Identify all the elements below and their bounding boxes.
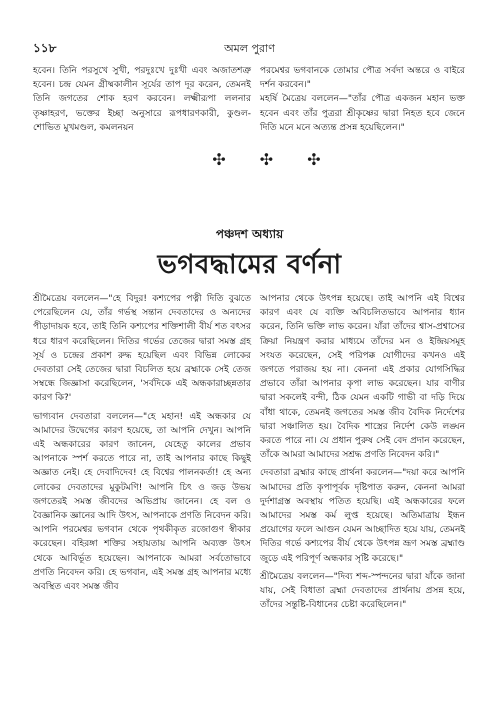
paragraph: পরমেশ্বর ভগবানকে তোমার পৌত্র সর্বদা অন্তরে ও বাইরে দর্শন করবেন।" [260, 66, 465, 91]
body-left-column [33, 292, 251, 594]
paragraph: হবেন। তিনি পরসুখে সুখী, পরদুঃখে দুঃখী এবং অজাতশত্রু হবেন। চন্দ্র যেমন গ্রীষ্মকালীন সূর্যের তাপ দূর করেন, তেমনই তিনি জগতের শোক হরণ করবেন। লক্ষ্মীরূপা ললনার তৃষ্ণাহরণ, ভক্তের ইচ্ছা অনুসারে রূপধারণকারী, কুণ্ডল-শোভিত মুখমণ্ডল, কমলনয়ন [33, 66, 251, 133]
top-right-column [260, 64, 465, 135]
ornament-divider: ✣✣✣ [212, 150, 355, 169]
top-left-column [33, 64, 251, 135]
paragraph: আপনার থেকে উৎপন্ন হয়েছে। তাই আপনি এই বিশ্বের কারণ এবং যে ব্যক্তি অবিচলিতভাবে আপনার ধ্যান করেন, তিনি ভক্তি লাভ করেন। যাঁরা তাঁদের শ্বাস-প্রশ্বাসের ক্রিয়া নিয়ন্ত্রণ করার মাধ্যমে তাঁদের মন ও ইন্দ্রিয়সমূহ সংযত করেছেন, সেই পরিপক্ক যোগীদের কখনও এই জগতে পরাজয় হয় না। কেননা এই প্রকার যোগসিদ্ধির প্রভাবে তাঁরা আপনার কৃপা লাভ করেছেন। যার বাণীর দ্বারা সকলেই বন্দী, ঠিক যেমন একটি গাভী বা দড়ি দিয়ে বাঁধা থাকে, তেমনই জগতের সমস্ত জীব বৈদিক নির্দেশের দ্বারা সঞ্চালিত হয়। বৈদিক শাস্ত্রের নির্দেশ কেউ লঙ্ঘন করতে পারে না। যে প্রধান পুরুষ সেই বেদ প্রদান করেছেন, তাঁকে আমরা আমাদের সশ্রদ্ধ প্রণতি নিবেদন করি।" [260, 294, 465, 461]
running-title: অমল পুরাণ [224, 42, 275, 55]
chapter-label: পঞ্চদশ অধ্যায় [215, 227, 284, 241]
paragraph: শ্রীমৈত্রেয় বললেন—"দিব্য শব্দ-স্পন্দনের দ্বারা যাঁকে জানা যায়, সেই বিধাতা ব্রহ্মা দেবতাদের প্রার্থনায় প্রসন্ন হয়ে, তাঁদের সন্তুষ্টি-বিধানের চেষ্টা করেছিলেন।" [260, 571, 465, 611]
page-header [33, 40, 466, 56]
paragraph: দেবতারা ব্রহ্মার কাছে প্রার্থনা করলেন—"দয়া করে আপনি আমাদের প্রতি কৃপাপূর্বক দৃষ্টিপাত করুন, কেননা আমরা দুর্দশাগ্রস্ত অবস্থায় পতিত হয়েছি। এই অন্ধকারের ফলে আমাদের সমস্ত কর্ম লুপ্ত হয়েছে। অতিমাত্রায় ইন্ধন প্রয়োগের ফলে আগুন যেমন আচ্ছাদিত হয়ে যায়, তেমনই দিতির গর্ভে কশ্যপের বীর্য থেকে উৎপন্ন ভ্রূণ সমস্ত ব্রহ্মাণ্ড জুড়ে এই পরিপূর্ণ অন্ধকার সৃষ্টি করেছে।" [260, 468, 465, 564]
chapter-title: ভগবদ্ধামের বর্ণনা [157, 250, 342, 280]
paragraph: মহর্ষি মৈত্রেয় বললেন—"তাঁর পৌত্র একজন মহান ভক্ত হবেন এবং তাঁর পুত্ররা শ্রীকৃষ্ণের দ্বারা নিহত হবে জেনে দিতি মনে মনে অত্যন্ত প্রসন্ন হয়েছিলেন।" [260, 94, 465, 133]
paragraph: শ্রীমৈত্রেয় বললেন—"হে বিদুর! কশ্যপের পত্নী দিতি বুঝতে পেরেছিলেন যে, তাঁর গর্ভস্থ সন্তান দেবতাদের ও অন্যদের পীড়াদায়ক হবে, তাই তিনি কশ্যপের শক্তিশালী বীর্য শত বৎসর ধরে ধারণ করেছিলেন। দিতির গর্ভের তেজের দ্বারা সমস্ত গ্রহ সূর্য ও চন্দ্রের প্রকাশ রুদ্ধ হয়েছিল এবং বিভিন্ন লোকের দেবতারা সেই তেজের দ্বারা বিচলিত হয়ে ব্রহ্মাকে সেই তেজ সম্বন্ধে জিজ্ঞাসা করেছিলেন, 'সর্বদিকে এই অন্ধকারাচ্ছন্নতার কারণ কি?' [33, 294, 251, 404]
page-number: ১১৮ [33, 41, 57, 55]
paragraph: ভাগ্যবান দেবতারা বললেন—"হে মহান! এই অন্ধকার যে আমাদের উদ্বেগের কারণ হয়েছে, তা আপনি দেখুন। আপনি এই অন্ধকারের কারণ জানেন, যেহেতু কালের প্রভাব আপনাকে স্পর্শ করতে পারে না, তাই আপনার কাছে কিছুই অজ্ঞাত নেই। হে দেবাদিদেব! হে বিশ্বের পালনকর্তা! হে অন্য লোকের দেবতাদের মুকুটমণি! আপনি চিৎ ও জড় উভয় জগতেরই সমস্ত জীবদের অভিপ্রায় জানেন। হে বল ও বৈজ্ঞানিক জ্ঞানের আদি উৎস, আপনাকে প্রণতি নিবেদন করি। আপনি পরমেশ্বর ভগবান থেকে পৃথকীকৃত রজোগুণ স্বীকার করেছেন। বহিরঙ্গা শক্তির সহায়তায় আপনি অব্যক্ত উৎস থেকে আবির্ভূত হয়েছেন। আপনাকে আমরা সর্বতোভাবে প্রণতি নিবেদন করি। হে ভগবান, এই সমস্ত গ্রহ আপনার মধ্যে অবস্থিত এবং সমস্ত জীব [33, 411, 251, 593]
body-right-column [260, 292, 465, 612]
